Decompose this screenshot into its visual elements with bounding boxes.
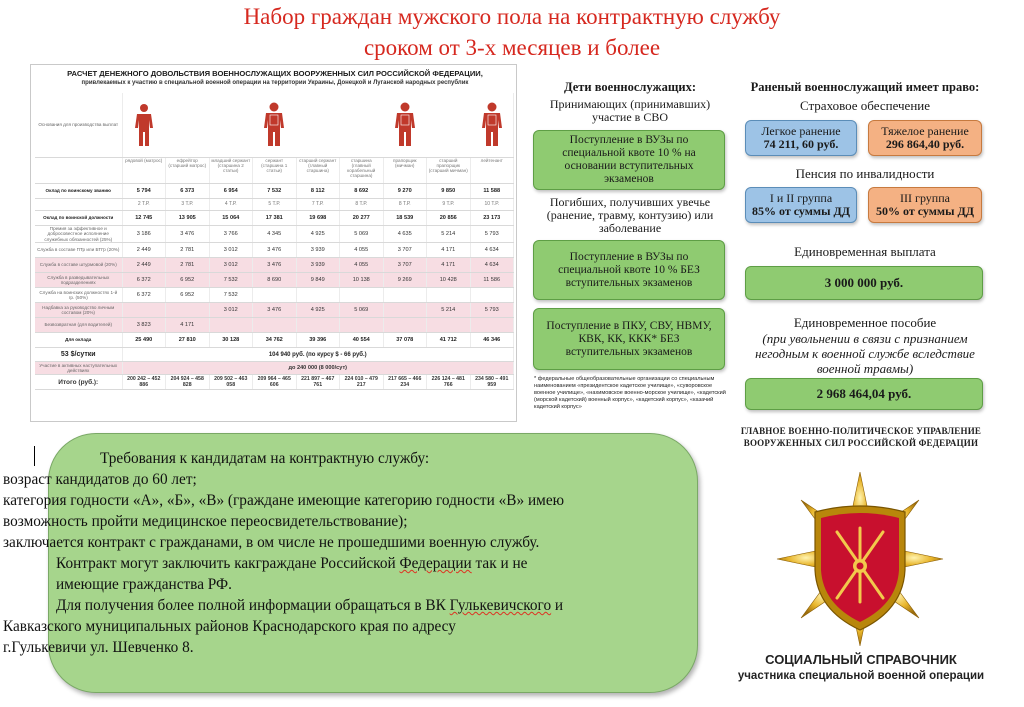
- rank-label: младший сержант (старшина 2 статьи): [209, 157, 253, 183]
- pay-cell: 20 856: [427, 210, 471, 225]
- total-cell: 209 502 – 463 058: [209, 375, 253, 390]
- pay-cell: 41 712: [427, 333, 471, 348]
- pay-cell: 7 532: [253, 183, 297, 198]
- pay-cell: 5 793: [470, 225, 514, 243]
- pay-cell: 4 925: [296, 303, 340, 318]
- allowance-label: Единовременное пособие: [793, 315, 937, 330]
- vuz-quota-exams-box: Поступление в ВУЗы по специальной квоте 10 % на основании вступительных экзаменов: [533, 130, 725, 190]
- soldier-ensign-icon: [393, 102, 417, 148]
- pay-cell: [253, 318, 297, 333]
- group3-box: [868, 187, 982, 223]
- group12-box: [745, 187, 857, 223]
- pay-cell: 15 064: [209, 210, 253, 225]
- pay-cell: 4 635: [383, 225, 427, 243]
- pay-cell: 3 939: [296, 243, 340, 258]
- pay-cell: 8 690: [253, 273, 297, 288]
- pay-cell: [383, 303, 427, 318]
- pay-cell: 5 069: [340, 225, 384, 243]
- allowance-note: (при увольнении в связи с признанием негодным к военной службе вследствие военной травмы): [755, 331, 975, 376]
- pay-cell: [470, 318, 514, 333]
- pay-cell: 4 171: [166, 318, 210, 333]
- rank-label: ефрейтор (старший матрос): [166, 157, 210, 183]
- pay-cell: 3 939: [296, 258, 340, 273]
- light-wound-label: Легкое ранение: [761, 124, 841, 138]
- pay-cell: 9 270: [383, 183, 427, 198]
- wounded-heading: Раненый военнослужащий имеет право:: [750, 80, 980, 94]
- pay-cell: 7 Т.Р.: [296, 198, 340, 210]
- pay-cell: 4 634: [470, 258, 514, 273]
- pay-row-label: Служба в составе штурмовой (20%): [35, 258, 122, 273]
- footer-title: СОЦИАЛЬНЫЙ СПРАВОЧНИК: [765, 652, 957, 667]
- pay-cell: 3 Т.Р.: [166, 198, 210, 210]
- soldier-icon: [133, 103, 155, 147]
- req-line: г.Гулькевичи ул. Шевченко 8.: [3, 639, 194, 656]
- rank-label: рядовой (матрос): [122, 157, 166, 183]
- pay-row: [35, 198, 514, 210]
- pay-cell: 2 449: [122, 258, 166, 273]
- rank-label: старший прапорщик (старший мичман): [427, 157, 471, 183]
- heavy-wound-label: Тяжелое ранение: [881, 124, 969, 138]
- req-line: Кавказского муниципальных районов Краснодарского края по адресу: [3, 618, 456, 635]
- pay-cell: 17 381: [253, 210, 297, 225]
- pay-cell: 2 449: [122, 243, 166, 258]
- insurance-label: Страховое обеспечение: [799, 98, 931, 113]
- pay-cell: 2 781: [166, 243, 210, 258]
- pay-row: [35, 318, 514, 333]
- pay-cell: 5 Т.Р.: [253, 198, 297, 210]
- pay-cell: 8 Т.Р.: [340, 198, 384, 210]
- pay-table: [30, 64, 517, 422]
- req-line: заключается контракт с гражданами, в ом числе не прошедшими военную службу.: [3, 534, 540, 551]
- pay-cell: 4 345: [253, 225, 297, 243]
- pay-cell: 3 012: [209, 258, 253, 273]
- pay-row: [35, 303, 514, 318]
- pay-row: [35, 273, 514, 288]
- heavy-wound-box: [868, 120, 982, 156]
- pay-cell: [470, 288, 514, 303]
- pay-cell: 3 476: [253, 303, 297, 318]
- page-title-line2: сроком от 3-х месяцев и более: [363, 35, 661, 60]
- pay-cell: 11 588: [470, 183, 514, 198]
- pay-cell: [340, 318, 384, 333]
- pay-cell: 4 055: [340, 258, 384, 273]
- pay-row-label: Служба в разведывательных подразделениях: [35, 273, 122, 288]
- soldier-icon-col1: [122, 93, 166, 157]
- total-cell: 224 010 – 479 217: [340, 375, 384, 390]
- req-line: возможность пройти медицинское переосвидетельствование);: [3, 513, 408, 530]
- pay-cell: 20 277: [340, 210, 384, 225]
- rank-label: старший сержант (главный старшина): [296, 157, 340, 183]
- pay-cell: 18 539: [383, 210, 427, 225]
- req-line: Требования к кандидатам на контрактную службу:: [100, 450, 430, 467]
- children-group2: Погибших, получивших увечье (ранение, травму, контузию) или заболевание: [546, 195, 714, 235]
- total-row: [35, 375, 514, 390]
- soldier-officer-icon: [480, 102, 504, 148]
- total-cell: 204 924 – 458 828: [166, 375, 210, 390]
- pay-cell: 8 112: [296, 183, 340, 198]
- pay-cell: 5 214: [427, 303, 471, 318]
- group12-label: I и II группа: [769, 191, 833, 205]
- pay-cell: 6 372: [122, 273, 166, 288]
- pay-cell: 3 012: [209, 303, 253, 318]
- rank-label: сержант (старшина 1 статьи): [253, 157, 297, 183]
- req-line: Для получения более полной информации обращаться в ВК Гулькевичского и: [56, 597, 564, 614]
- pay-cell: 12 745: [122, 210, 166, 225]
- page-title-line1: Набор граждан мужского пола на контрактную службу: [243, 4, 781, 29]
- pay-cell: 25 490: [122, 333, 166, 348]
- total-cell: 217 665 – 466 234: [383, 375, 427, 390]
- req-line: возраст кандидатов до 60 лет;: [3, 471, 197, 488]
- lump-sum-label: Единовременная выплата: [794, 244, 936, 259]
- pay-cell: 39 396: [296, 333, 340, 348]
- pay-cell: 6 952: [166, 288, 210, 303]
- footer-subtitle: участника специальной военной операции: [737, 670, 985, 682]
- pay-cell: 3 476: [166, 225, 210, 243]
- pay-cell: 2 Т.Р.: [122, 198, 166, 210]
- pay-cell: 4 925: [296, 225, 340, 243]
- vuz-quota-no-exams-box: Поступление в ВУЗы по специальной квоте 10 % БЕЗ вступительных экзаменов: [533, 240, 725, 300]
- pay-cell: 3 012: [209, 243, 253, 258]
- pay-table-heading: РАСЧЕТ ДЕНЕЖНОГО ДОВОЛЬСТВИЯ ВОЕННОСЛУЖАЩИХ ВООРУЖЕННЫХ СИЛ РОССИЙСКОЙ ФЕДЕРАЦИИ,: [67, 69, 483, 78]
- pay-row: [35, 333, 514, 348]
- pay-table-subheading: привлекаемых к участию в специальной военной операции на территории Украины, Донецкой и Луганской народных республик: [81, 80, 469, 86]
- pay-cell: 3 707: [383, 258, 427, 273]
- organization-line2: ВООРУЖЕННЫХ СИЛ РОССИЙСКОЙ ФЕДЕРАЦИИ: [743, 438, 979, 448]
- pay-cell: 3 823: [122, 318, 166, 333]
- pay-cell: 10 428: [427, 273, 471, 288]
- pay-cell: [383, 288, 427, 303]
- pay-cell: 9 849: [296, 273, 340, 288]
- req-line: категория годности «А», «Б», «В» (граждане имеющие категорию годности «В» имею: [3, 492, 565, 509]
- children-group1: Принимающих (принимавших) участие в СВО: [549, 97, 711, 124]
- lump-sum-value: 3 000 000 руб.: [745, 266, 983, 300]
- organization-line1: ГЛАВНОЕ ВОЕННО-ПОЛИТИЧЕСКОЕ УПРАВЛЕНИЕ: [740, 426, 982, 436]
- total-cell: 234 580 – 491 959: [470, 375, 514, 390]
- pay-cell: 4 Т.Р.: [209, 198, 253, 210]
- pay-cell: 3 186: [122, 225, 166, 243]
- heavy-wound-value: 296 864,40 руб.: [885, 137, 965, 151]
- pay-cell: 9 Т.Р.: [427, 198, 471, 210]
- pay-row-label: Служба на воинских должностях 1-й гр. (50%): [35, 288, 122, 303]
- emblem-icon: [775, 470, 945, 648]
- pay-row: [35, 288, 514, 303]
- rank-row: [35, 157, 514, 183]
- soldier-armored-icon: [262, 102, 286, 148]
- rank-label: лейтенант: [470, 157, 514, 183]
- pay-cell: 8 Т.Р.: [383, 198, 427, 210]
- pay-cell: [253, 288, 297, 303]
- pension-label: Пенсия по инвалидности: [795, 166, 935, 181]
- pay-cell: 6 373: [166, 183, 210, 198]
- pay-row: [35, 243, 514, 258]
- requirements-text[interactable]: [3, 448, 683, 668]
- pay-row: [35, 210, 514, 225]
- pay-cell: 34 762: [253, 333, 297, 348]
- total-cell: 209 964 – 465 606: [253, 375, 297, 390]
- pay-cell: 7 532: [209, 273, 253, 288]
- pay-cell: [427, 288, 471, 303]
- pay-row-label: [35, 198, 122, 210]
- pay-cell: 3 476: [253, 258, 297, 273]
- pay-cell: 6 952: [166, 273, 210, 288]
- pay-cell: [209, 318, 253, 333]
- pay-cell: 6 954: [209, 183, 253, 198]
- total-cell: 221 897 – 467 761: [296, 375, 340, 390]
- pay-cell: 27 810: [166, 333, 210, 348]
- pay-cell: 3 766: [209, 225, 253, 243]
- allowance-value: 2 968 464,04 руб.: [745, 378, 983, 410]
- children-footnote: * федеральные общеобразовательные организации со специальным наименованием «президентское кадетское училище», «суворовское военное училище», «нахимовское военно-морское училище», «кадетский (морской кадетский) военный корпус», «кадетский корпус», «казачий кадетский корпус»: [534, 376, 726, 410]
- organization-name: [706, 425, 1016, 449]
- pay-cell: 40 554: [340, 333, 384, 348]
- per-day-value: 104 940 руб. (по курсу $ - 66 руб.): [122, 348, 514, 362]
- pay-row-label: Для оклада: [35, 333, 122, 348]
- pay-cell: [427, 318, 471, 333]
- light-wound-box: [745, 120, 857, 156]
- per-day-label: 53 $/сутки: [35, 348, 122, 362]
- pay-row-label: Безвозвратная (для водителей): [35, 318, 122, 333]
- pay-row-label: Премия за эффективное и добросовестное исполнение служебных обязанностей (25%): [35, 225, 122, 243]
- pay-cell: 10 Т.Р.: [470, 198, 514, 210]
- pay-cell: 3 707: [383, 243, 427, 258]
- pay-cell: 46 346: [470, 333, 514, 348]
- total-cell: 226 124 – 481 766: [427, 375, 471, 390]
- pay-cell: [296, 318, 340, 333]
- pay-cell: 3 476: [253, 243, 297, 258]
- pay-cell: 19 698: [296, 210, 340, 225]
- pay-cell: 4 055: [340, 243, 384, 258]
- pay-row-label: Надбавка за руководство личным составом (20%): [35, 303, 122, 318]
- pay-cell: 37 078: [383, 333, 427, 348]
- pay-cell: [296, 288, 340, 303]
- pay-cell: 6 372: [122, 288, 166, 303]
- rank-label: прапорщик (мичман): [383, 157, 427, 183]
- pay-row-label: Служба в составе ПТр или БТГр (20%): [35, 243, 122, 258]
- pay-row-label: Оклад по воинской должности: [35, 210, 122, 225]
- group3-value: 50% от суммы ДД: [876, 204, 974, 218]
- pay-cell: 30 128: [209, 333, 253, 348]
- pay-cell: 23 173: [470, 210, 514, 225]
- extra-value: до 240 000 (8 000/сут): [122, 362, 514, 375]
- pay-row: [35, 183, 514, 198]
- req-line: Контракт могут заключить какграждане Российской Федерации так и не: [56, 555, 528, 572]
- total-label: Итого (руб.):: [35, 375, 122, 390]
- pay-cell: 7 532: [209, 288, 253, 303]
- children-heading: Дети военнослужащих:: [563, 80, 696, 94]
- pay-cell: 10 138: [340, 273, 384, 288]
- pay-row: [35, 225, 514, 243]
- total-cell: 200 242 – 452 886: [122, 375, 166, 390]
- group12-value: 85% от суммы ДД: [752, 204, 850, 218]
- pay-cell: 5 793: [470, 303, 514, 318]
- pay-cell: 11 586: [470, 273, 514, 288]
- pay-cell: 5 069: [340, 303, 384, 318]
- pay-cell: 8 692: [340, 183, 384, 198]
- pay-cell: 5 794: [122, 183, 166, 198]
- pay-cell: [340, 288, 384, 303]
- pay-cell: 4 171: [427, 258, 471, 273]
- req-line: имеющие гражданства РФ.: [56, 576, 232, 593]
- pay-row-label: Оклад по воинскому званию: [35, 183, 122, 198]
- pay-cell: 9 269: [383, 273, 427, 288]
- basis-label: Основания для производства выплат: [35, 93, 122, 157]
- light-wound-value: 74 211, 60 руб.: [763, 137, 839, 151]
- pay-cell: [166, 303, 210, 318]
- pay-cell: 5 214: [427, 225, 471, 243]
- pay-cell: 13 905: [166, 210, 210, 225]
- pay-table-grid: [35, 93, 514, 390]
- pay-row: [35, 258, 514, 273]
- group3-label: III группа: [900, 191, 950, 205]
- rank-label: старшина (главный корабельный старшина): [340, 157, 384, 183]
- pay-cell: [383, 318, 427, 333]
- pay-cell: 4 634: [470, 243, 514, 258]
- extra-label: Участие в активных наступательных действиях: [35, 362, 122, 375]
- pay-cell: 4 171: [427, 243, 471, 258]
- pay-cell: [122, 303, 166, 318]
- pay-cell: 9 850: [427, 183, 471, 198]
- pay-cell: 2 781: [166, 258, 210, 273]
- cadet-schools-box: Поступление в ПКУ, СВУ, НВМУ, КВК, КК, ККК* БЕЗ вступительных экзаменов: [533, 308, 725, 370]
